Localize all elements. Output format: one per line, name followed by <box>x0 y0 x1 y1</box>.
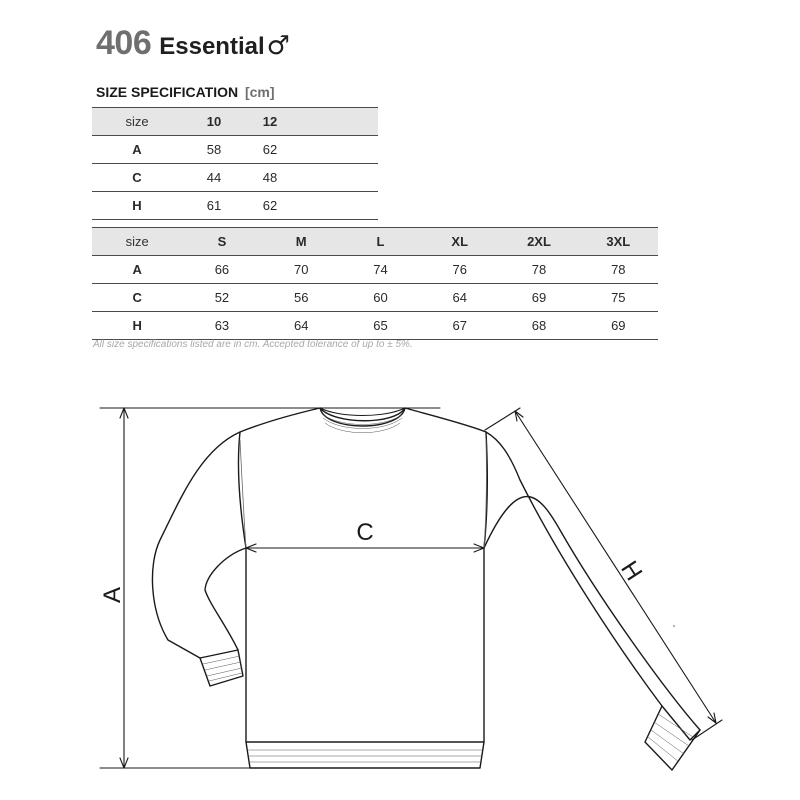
product-name: Essential <box>159 33 265 60</box>
size-header-cell: 2XL <box>499 228 578 256</box>
table-row <box>92 136 378 164</box>
row-label: A <box>92 136 182 164</box>
table-cell <box>246 136 378 164</box>
table-cell: 75 <box>579 284 658 312</box>
size-header-label: 12 <box>262 114 278 129</box>
table-cell: 69 <box>499 284 578 312</box>
size-header-cell <box>246 108 378 136</box>
cell-value: 62 <box>262 142 278 157</box>
table-cell: 65 <box>341 312 420 340</box>
table-row <box>92 192 378 220</box>
adult-size-table <box>92 227 658 340</box>
size-spec-unit: [cm] <box>244 84 275 100</box>
row-label: A <box>92 256 182 284</box>
table-row <box>92 284 658 312</box>
label-h: H <box>615 556 648 586</box>
row-label: H <box>92 192 182 220</box>
table-row <box>92 256 658 284</box>
label-a: A <box>99 586 126 604</box>
size-spec-heading <box>96 84 275 100</box>
size-header-cell: size <box>92 108 182 136</box>
dimension-h <box>485 408 722 740</box>
male-symbol-icon: ♂ <box>266 31 290 61</box>
size-spec-title: SIZE SPECIFICATION <box>96 84 239 100</box>
table-cell: 66 <box>182 256 261 284</box>
table-cell: 44 <box>182 164 246 192</box>
sweatshirt-diagram <box>0 380 800 800</box>
table-row <box>92 312 658 340</box>
left-cuff <box>200 650 243 686</box>
table-cell: 61 <box>182 192 246 220</box>
table-cell: 74 <box>341 256 420 284</box>
product-number: 406 <box>96 24 152 62</box>
table-cell <box>246 164 378 192</box>
size-header-cell: S <box>182 228 261 256</box>
tolerance-note: All size specifications listed are in cm. Accepted tolerance of up to ± 5%. <box>93 339 413 350</box>
table-cell <box>246 192 378 220</box>
table-cell: 69 <box>579 312 658 340</box>
table-cell: 60 <box>341 284 420 312</box>
cell-value: 48 <box>262 170 278 185</box>
table-cell: 76 <box>420 256 499 284</box>
table-header-row <box>92 228 658 256</box>
dimension-a <box>100 408 440 768</box>
size-header-cell: M <box>262 228 341 256</box>
table-cell: 56 <box>262 284 341 312</box>
sweatshirt-body-outline <box>238 408 487 742</box>
table-header-row <box>92 108 378 136</box>
kids-size-table <box>92 107 378 220</box>
row-label: H <box>92 312 182 340</box>
table-cell: 58 <box>182 136 246 164</box>
label-c: C <box>356 519 374 546</box>
row-label: C <box>92 284 182 312</box>
table-cell: 64 <box>262 312 341 340</box>
table-cell: 78 <box>499 256 578 284</box>
collar-inner <box>320 408 405 416</box>
table-cell: 52 <box>182 284 261 312</box>
left-sleeve <box>152 432 246 658</box>
table-cell: 63 <box>182 312 261 340</box>
product-title <box>96 24 290 64</box>
size-header-cell: size <box>92 228 182 256</box>
cell-value: 62 <box>262 198 278 213</box>
right-sleeve <box>484 432 700 740</box>
table-cell: 78 <box>579 256 658 284</box>
size-header-cell: 3XL <box>579 228 658 256</box>
table-cell: 68 <box>499 312 578 340</box>
table-cell: 70 <box>262 256 341 284</box>
table-cell: 64 <box>420 284 499 312</box>
size-header-cell: XL <box>420 228 499 256</box>
row-label: C <box>92 164 182 192</box>
waistband <box>246 742 484 768</box>
table-row <box>92 164 378 192</box>
size-header-cell: 10 <box>182 108 246 136</box>
size-header-cell: L <box>341 228 420 256</box>
table-cell: 67 <box>420 312 499 340</box>
